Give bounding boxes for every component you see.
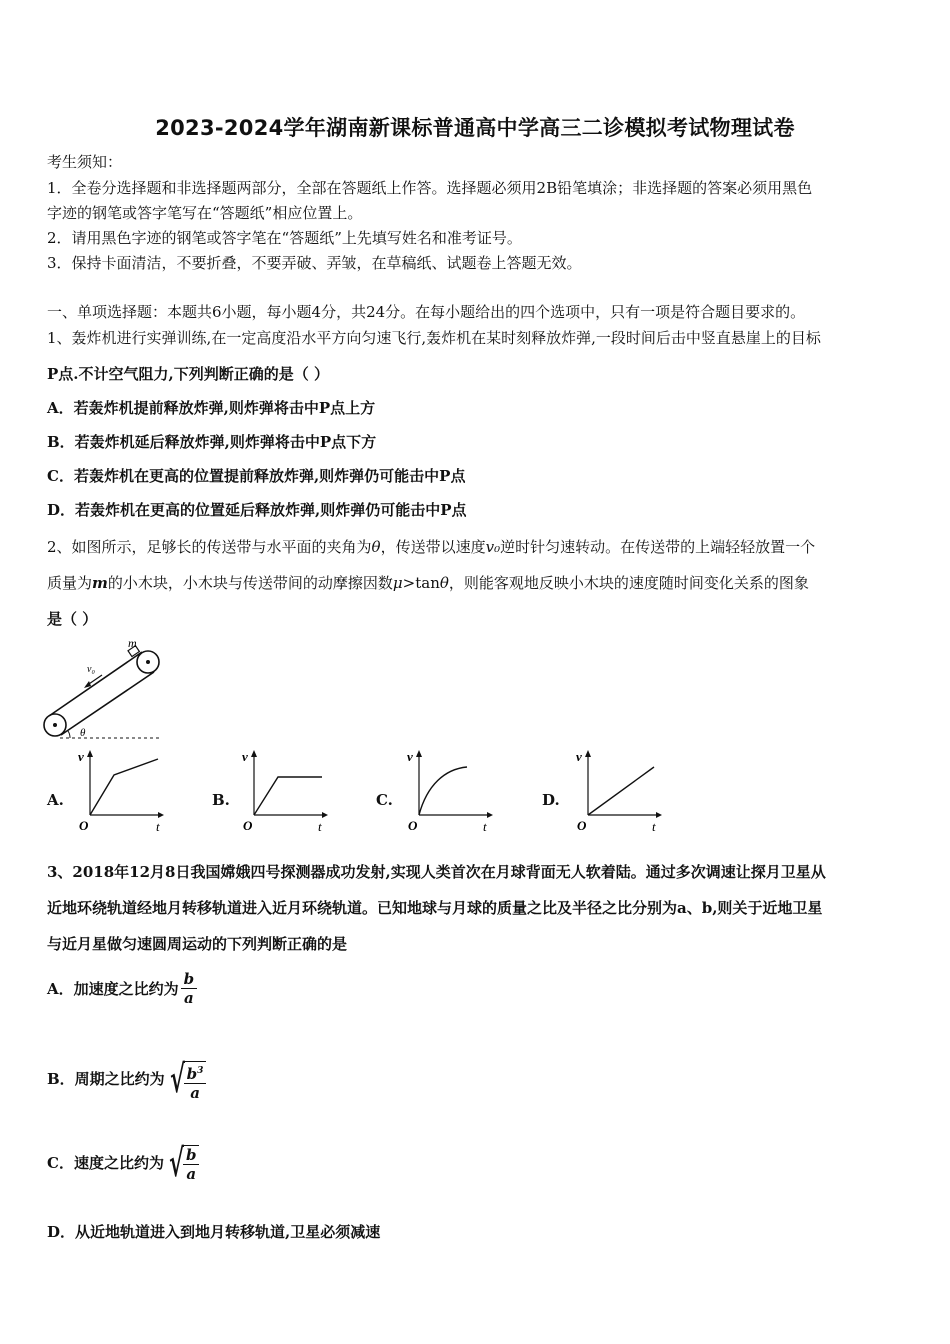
question-3-stem-cont: 近地环绕轨道经地月转移轨道进入近月环绕轨道。已知地球与月球的质量之比及半径之比分别为a、b,则关于近地卫星 (47, 899, 823, 917)
question-1-option-b: B．若轰炸机延后释放炸弹,则炸弹将击中P点下方 (47, 433, 377, 451)
graph-a-curve (90, 759, 158, 815)
svg-text:t: t (318, 819, 322, 834)
angle-label: θ (80, 727, 86, 739)
sqrt-b3-over-a: √ $\frac{b^3}{a}$ (165, 1055, 207, 1103)
question-3-option-a: A．加速度之比约为 $\frac{b}{a}$ (47, 970, 197, 1007)
notice-item: 2．请用黑色字迹的钢笔或答字笔在“答题纸”上先填写姓名和准考证号。 (47, 229, 522, 247)
question-2-stem: 2、如图所示，足够长的传送带与水平面的夹角为θ，传送带以速度v₀逆时针匀速转动。在传送带的上端轻轻放置一个 (47, 538, 816, 556)
notice-item: 1．全卷分选择题和非选择题两部分，全部在答题纸上作答。选择题必须用2B铅笔填涂；非选择题的答案必须用黑色 (47, 179, 813, 197)
question-1-stem: 1、轰炸机进行实弹训练,在一定高度沿水平方向匀速飞行,轰炸机在某时刻释放炸弹,一段时间后击中竖直悬崖上的目标 (47, 329, 821, 347)
graph-d (574, 745, 666, 835)
graph-a-letter: A. (47, 791, 64, 809)
notice-heading: 考生须知： (47, 153, 123, 171)
svg-text:v: v (407, 749, 413, 764)
sqrt-b-over-a: √ $\frac{b}{a}$ (164, 1139, 199, 1187)
fraction-b-over-a: $\frac{b}{a}$ (181, 970, 198, 1007)
svg-text:t: t (156, 819, 160, 834)
graph-d-curve (588, 767, 654, 815)
question-1-option-a: A．若轰炸机提前释放炸弹,则炸弹将击中P点上方 (47, 399, 376, 417)
velocity-label: v₀ (87, 664, 95, 675)
svg-text:v: v (242, 749, 248, 764)
graph-c-letter: C. (376, 791, 393, 809)
svg-text:O: O (243, 818, 253, 833)
question-1-option-d: D．若轰炸机在更高的位置延后释放炸弹,则炸弹仍可能击中P点 (47, 501, 467, 519)
question-2-stem-end: 是（ ） (47, 610, 98, 628)
graph-b-curve (254, 777, 322, 815)
svg-text:v: v (78, 749, 84, 764)
graph-c-curve (419, 767, 467, 815)
graph-d-letter: D. (542, 791, 560, 809)
question-2-stem-cont: 质量为m的小木块，小木块与传送带间的动摩擦因数μ>tanθ，则能客观地反映小木块的速度随时间变化关系的图象 (47, 574, 809, 592)
question-3-option-d: D．从近地轨道进入到地月转移轨道,卫星必须减速 (47, 1223, 381, 1241)
mass-label: m (128, 636, 137, 650)
notice-item: 字迹的钢笔或答字笔写在“答题纸”相应位置上。 (47, 204, 363, 222)
section-heading: 一、单项选择题：本题共6小题，每小题4分，共24分。在每小题给出的四个选项中，只有一项是符合题目要求的。 (47, 303, 806, 321)
svg-text:O: O (79, 818, 89, 833)
svg-text:t: t (652, 819, 656, 834)
graph-b-letter: B. (212, 791, 230, 809)
question-3-stem-end: 与近月星做匀速圆周运动的下列判断正确的是 (47, 935, 348, 953)
question-1-option-c: C．若轰炸机在更高的位置提前释放炸弹,则炸弹仍可能击中P点 (47, 467, 466, 485)
graph-a (76, 745, 168, 835)
question-3-stem: 3、2018年12月8日我国嫦娥四号探测器成功发射,实现人类首次在月球背面无人软着陆。通过多次调速让探月卫星从 (47, 863, 826, 881)
notice-item: 3．保持卡面清洁，不要折叠，不要弄破、弄皱，在草稿纸、试题卷上答题无效。 (47, 254, 582, 272)
question-1-stem-cont: P点.不计空气阻力,下列判断正确的是（ ） (47, 365, 329, 383)
graph-b (240, 745, 332, 835)
svg-text:O: O (408, 818, 418, 833)
graph-c (405, 745, 497, 835)
question-3-option-c: C．速度之比约为 √ $\frac{b}{a}$ (47, 1139, 199, 1187)
svg-text:v: v (576, 749, 582, 764)
question-3-option-b: B．周期之比约为 √ $\frac{b^3}{a}$ (47, 1055, 206, 1103)
conveyor-diagram (40, 636, 170, 746)
page-title: 2023-2024学年湖南新课标普通高中学高三二诊模拟考试物理试卷 (155, 116, 795, 140)
svg-text:O: O (577, 818, 587, 833)
svg-text:t: t (483, 819, 487, 834)
